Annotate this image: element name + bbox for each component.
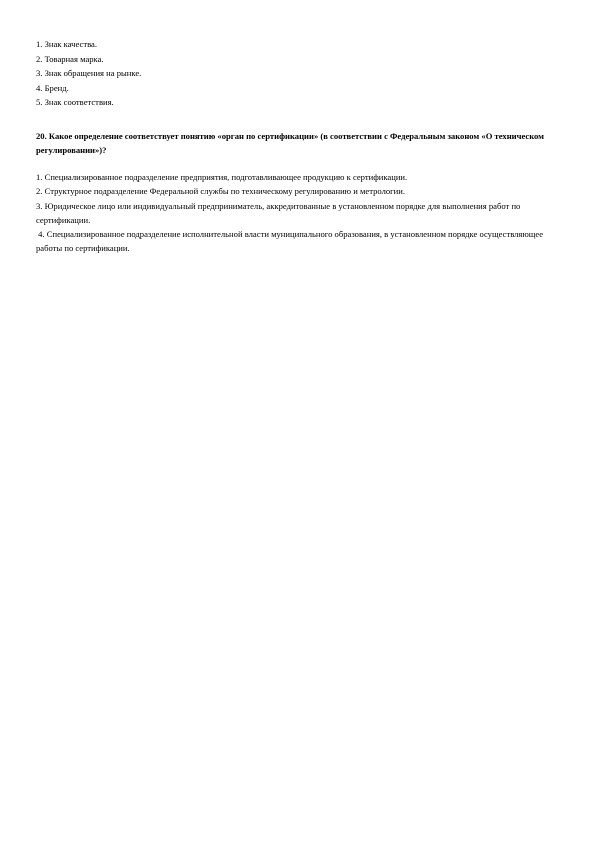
option-item: 5. Знак соответствия. bbox=[36, 97, 114, 107]
option-item: 3. Знак обращения на рынке. bbox=[36, 68, 142, 78]
question-20-answers bbox=[36, 170, 556, 256]
answer-item: 1. Специализированное подразделение предприятия, подготавливающее продукцию к сертификации. bbox=[36, 172, 408, 182]
option-item: 4. Бренд. bbox=[36, 82, 69, 93]
option-item: 1. Знак качества. bbox=[36, 39, 97, 49]
option-item: 2. Товарная марка. bbox=[36, 53, 104, 64]
answer-item: 4. Специализированное подразделение исполнительной власти муниципального образования, в установленном порядке осуществляющее работы по сертификации. bbox=[36, 229, 546, 254]
answer-item: 3. Юридическое лицо или индивидуальный предприниматель, аккредитованные в установленном порядке для выполнения работ по сертификации. bbox=[36, 200, 521, 225]
previous-question-options bbox=[36, 37, 556, 110]
answer-item: 2. Структурное подразделение Федеральной службы по техническому регулированию и метрологии. bbox=[36, 186, 406, 197]
question-20-text: 20. Какое определение соответствует понятию «орган по сертификации» (в соответствии с Федеральным законом «О техническом регулировании»)? bbox=[36, 131, 545, 155]
